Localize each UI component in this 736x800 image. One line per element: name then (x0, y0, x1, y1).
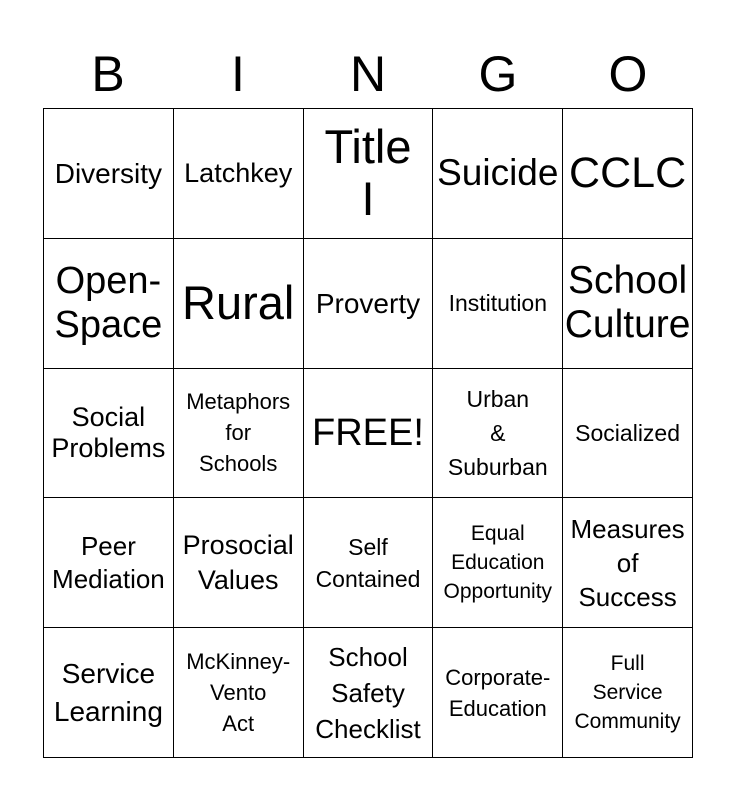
cell-label: Self Contained (315, 533, 421, 592)
bingo-grid (43, 108, 693, 758)
bingo-cell[interactable] (563, 109, 693, 239)
cell-label: School Culture (564, 259, 691, 347)
header-letter-o: O (608, 46, 648, 102)
cell-label: Socialized (575, 419, 681, 446)
cell-label: McKinney- Vento Act (186, 649, 291, 737)
bingo-cell[interactable] (174, 109, 304, 239)
cell-label: Prosocial Values (182, 529, 294, 595)
bingo-header (43, 40, 693, 108)
bingo-cell[interactable] (304, 498, 434, 628)
cell-label: Metaphors for Schools (186, 389, 291, 477)
cell-label: Full Service Community (574, 652, 681, 734)
cell-label: Open- Space (54, 260, 163, 347)
bingo-cell[interactable] (304, 628, 434, 758)
header-letter-b: B (91, 46, 125, 102)
bingo-cell[interactable] (433, 628, 563, 758)
bingo-cell[interactable] (563, 498, 693, 628)
bingo-cell[interactable] (433, 369, 563, 499)
bingo-cell[interactable] (44, 109, 174, 239)
free-space-label: FREE! (312, 411, 424, 454)
cell-label: Diversity (54, 157, 163, 189)
bingo-cell[interactable] (563, 369, 693, 499)
bingo-cell[interactable] (44, 628, 174, 758)
cell-label: Proverty (315, 287, 421, 319)
header-letter-n: N (349, 46, 387, 102)
bingo-cell[interactable] (44, 239, 174, 369)
cell-label: Equal Education Opportunity (443, 522, 553, 604)
header-letter-g: G (478, 46, 518, 102)
bingo-cell[interactable] (433, 109, 563, 239)
bingo-cell[interactable] (563, 628, 693, 758)
header-letter-i: I (231, 46, 245, 102)
cell-label: Suicide (437, 152, 559, 194)
cell-label: CCLC (569, 149, 687, 198)
bingo-cell[interactable] (44, 369, 174, 499)
cell-label: Title I (324, 120, 412, 226)
cell-label: Institution (448, 290, 548, 317)
bingo-cell[interactable] (174, 369, 304, 499)
cell-label: Urban & Suburban (447, 385, 548, 480)
bingo-cell[interactable] (433, 498, 563, 628)
bingo-cell[interactable] (44, 498, 174, 628)
bingo-cell[interactable] (304, 239, 434, 369)
bingo-cell[interactable] (174, 498, 304, 628)
cell-label: Peer Mediation (52, 530, 165, 594)
cell-label: Measures of Success (570, 513, 685, 612)
bingo-cell[interactable] (174, 628, 304, 758)
bingo-cell[interactable] (433, 239, 563, 369)
cell-label: Service Learning (53, 657, 163, 727)
bingo-cell[interactable] (304, 109, 434, 239)
free-space-cell[interactable] (304, 369, 434, 499)
bingo-cell[interactable] (174, 239, 304, 369)
cell-label: Corporate- Education (445, 664, 551, 721)
bingo-cell[interactable] (563, 239, 693, 369)
cell-label: Rural (182, 276, 295, 330)
cell-label: School Safety Checklist (315, 641, 421, 744)
cell-label: Latchkey (184, 157, 293, 188)
cell-label: Social Problems (51, 401, 166, 463)
